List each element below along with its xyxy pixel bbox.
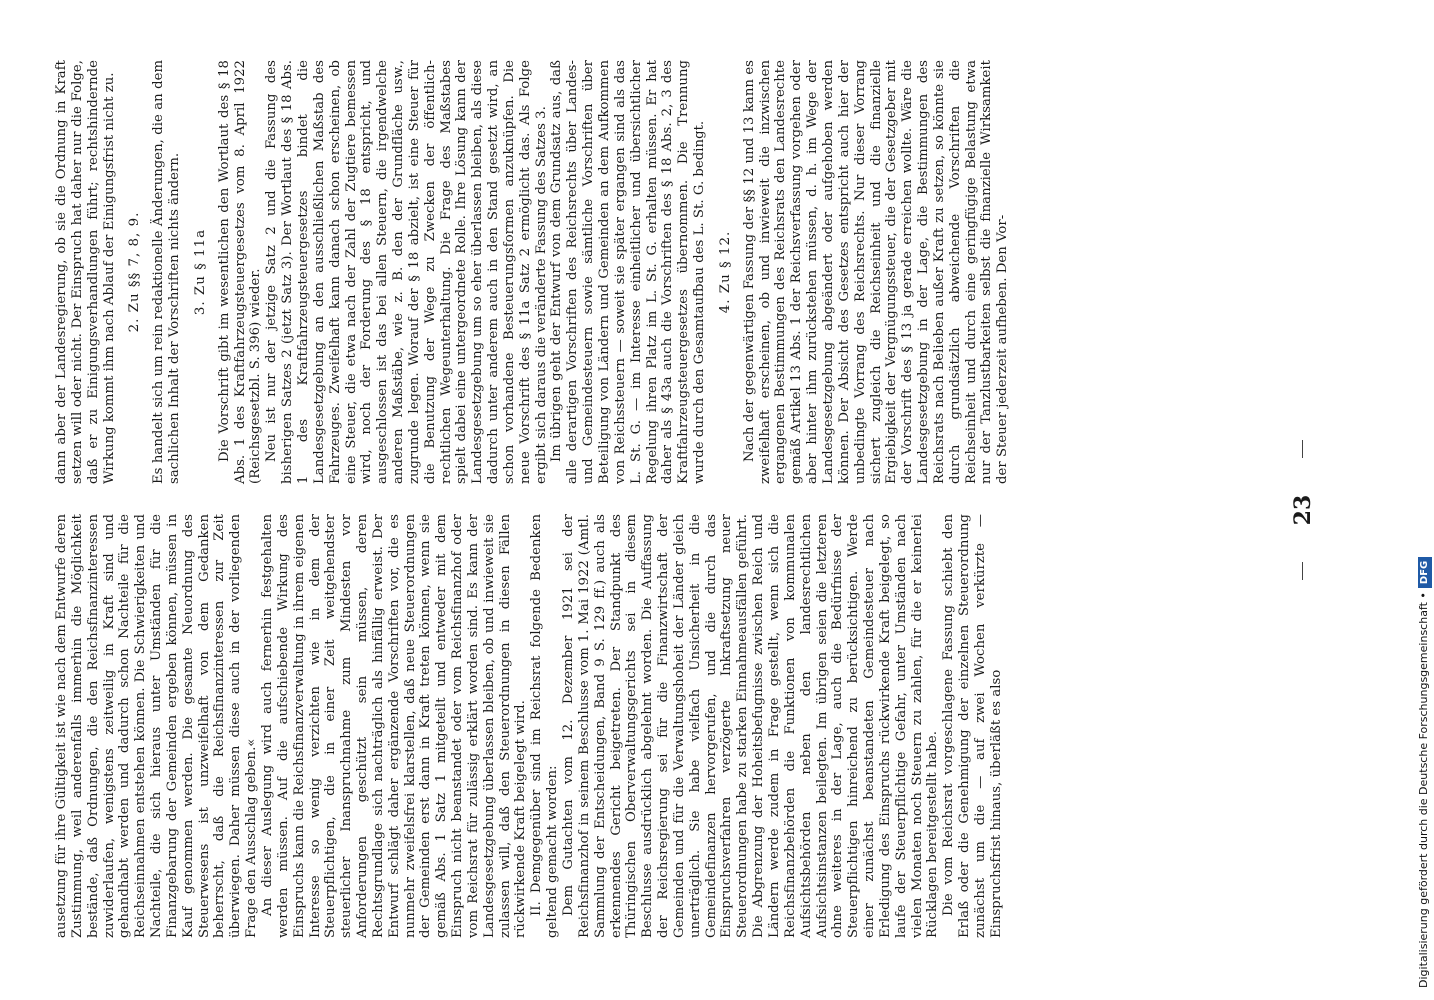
- section-heading: 3. Zu § 11a: [192, 228, 208, 316]
- page-header: [1290, 80, 1330, 940]
- paragraph: II. Demgegenüber sind im Reichsrat folgende Bedenken geltend gemacht worden:: [529, 514, 561, 938]
- paragraph: Es handelt sich um rein redaktionelle Änderungen, die an dem sachlichen Inhalt der Vorschriften nichts ändern.: [151, 60, 183, 484]
- paragraph: ausetzung für ihre Gültigkeit ist wie nach dem Entwurfe deren Zustimmung, weil anderenfalls immerhin die Möglichkeit bestände, daß Ordnungen, die den Reichsfinanzinteressen zuwiderlaufen, wenigstens zeitweilig in Kraft sind und gehandhabt werden und dadurch schon Nachteile für die Reichseinnahmen entstehen können. Die Schwierigkeiten und Nachteile, die sich hieraus unter Umständen für die Finanzgebarung der Gemeinden ergeben können, müssen in Kauf genommen werden. Die gesamte Neuordnung des Steuerwesens ist unzweifelhaft von dem Gedanken beherrscht, daß die Reichsfinanzinteressen zur Zeit überwiegen. Daher müssen diese auch in der vorliegenden Frage den Ausschlag geben.«: [54, 513, 260, 938]
- digitization-note-text: Digitalisierung gefördert durch die Deutsche Forschungsgemeinschaft •: [1417, 592, 1430, 988]
- paragraph: Dem Gutachten vom 12. Dezember 1921 sei der Reichsfinanzhof in seinem Beschlusse vom 1. Mai 1922 (Amtl. Sammlung der Entscheidungen, Band 9 S. 129 ff.) auch als erkennendes Gericht beigetreten. Der Standpunkt des Thüringischen Oberverwaltungsgerichts sei in diesem Beschlusse ausdrücklich abgelehnt worden. Die Auffassung der Reichsregierung sei für die Finanzwirtschaft der Gemeinden und für die Verwaltungshoheit der Länder gleich unerträglich. Sie habe vielfach Unsicherheit in die Gemeindefinanzen hervorgerufen, und die durch das Einspruchsverfahren verzögerte Inkraftsetzung neuer Steuerordnungen habe zu starken Einnahmeausfällen geführt. Die Abgrenzung der Hoheitsbefugnisse zwischen Reich und Ländern werde zudem in Frage gestellt, wenn sich die Reichsfinanzbehörden die Funktionen von kommunalen Aufsichtsbehörden neben den landesrechtlichen Aufsichtsinstanzen beilegten. Im übrigen seien die letzteren ohne weiteres in der Lage, auch die Bedürfnisse der Steuerpflichtigen hinreichend zu berücksichtigen. Werde einer zunächst beanstandeten Gemeindesteuer nach Erledigung des Einspruchs rückwirkende Kraft beigelegt, so laufe der Steuerpflichtige Gefahr, unter Umständen nach vielen Monaten noch Steuern zu zahlen, für die er keinerlei Rücklagen bereitgestellt habe.: [561, 514, 941, 938]
- right-text-column: [54, 60, 1011, 484]
- page-number: 23: [1290, 494, 1316, 526]
- paragraph: Nach der gegenwärtigen Fassung der §§ 12 und 13 kann es zweifelhaft erscheinen, ob und inwieweit die inzwischen ergangenen Bestimmungen des Reichsrats den Landesrechte gemäß Artikel 13 Abs. 1 der Reichsverfassung vorgehen oder aber hinter ihm zurückstehen müssen, d. h. im Wege der Landesgesetzgebung abgeändert oder aufgehoben werden können. Der Absicht des Gesetzes entspricht auch hier der unbedingte Vorrang des Reichsrechts. Nur dieser Vorrang sichert zugleich die Reichseinheit und die finanzielle Ergiebigkeit der Vergnügungssteuer, die der Gesetzgeber mit der Vorschrift des § 13 ja gerade erreichen wollte. Wäre die Landesgesetzgebung in der Lage, die Bestimmungen des Reichsrats nach Belieben außer Kraft zu setzen, so könnte sie durch grundsätzlich abweichende Vorschriften die Reichseinheit und durch eine geringfügige Belastung etwa nur der Tanzlustbarkeiten selbst die finanzielle Wirksamkeit der Steuer jederzeit aufheben. Den Vor-: [741, 60, 1011, 484]
- paragraph: Neu ist nur der jetzige Satz 2 und die Fassung des bisherigen Satzes 2 (jetzt Satz 3). Der Wortlaut des § 18 Abs. 1 des Kraftfahrzeugsteuergesetzes bindet die Landesgesetzgebung an den ausschließlichen Maßstab des Fahrzeuges. Zweifelhaft kann danach schon erscheinen, ob eine Steuer, die etwa nach der Zahl der Zugtiere bemessen wird, noch der Forderung des § 18 entspricht, und ausgeschlossen ist das bei allen Steuern, die irgendwelche anderen Maßstäbe, wie z. B. den der Grundfläche usw., zugrunde legen. Worauf der § 18 abzielt, ist eine Steuer für die Benutzung der Wege zu Zwecken der öffentlich-rechtlichen Wegeunterhaltung. Die Frage des Maßstabes spielt dabei eine untergeordnete Rolle. Ihre Lösung kann der Landesgesetzgebung um so eher überlassen bleiben, als diese dadurch unter anderem auch in den Stand gesetzt wird, an schon vorhandene Besteuerungsformen anzuknüpfen. Die neue Vorschrift des § 11a Satz 2 ermöglicht das. Als Folge ergibt sich daraus die veränderte Fassung des Satzes 3.: [264, 60, 549, 484]
- header-rule-right: [1302, 440, 1303, 458]
- digitization-sidebar: [1414, 0, 1434, 1000]
- paragraph: dann aber der Landesregierung, ob sie die Ordnung in Kraft setzen will oder nicht. Der Einspruch hat daher nur die Folge, daß er zu Einigungsverhandlungen führt; rechtshindernde Wirkung kommt ihm nach Ablauf der Einigungsfrist nicht zu.: [54, 60, 117, 484]
- dfg-logo: DFG: [1418, 557, 1432, 588]
- digitization-note: [1414, 0, 1434, 1000]
- paragraph: Die Vorschrift gibt im wesentlichen den Wortlaut des § 18 Abs. 1 des Kraftfahrzeugsteuergesetzes vom 8. April 1922 (Reichsgesetzbl. S. 396) wieder.: [216, 60, 264, 484]
- paragraph: Die vom Reichsrat vorgeschlagene Fassung schiebt den Erlaß oder die Genehmigung der einzelnen Steuerordnung zunächst um die — auf zwei Wochen verkürzte — Einspruchsfrist hinaus, überläßt es also: [941, 514, 1004, 938]
- section-heading: 2. Zu §§ 7, 8, 9.: [127, 211, 143, 333]
- paragraph: Im übrigen geht der Entwurf von dem Grundsatz aus, daß alle derartigen Vorschriften des Reichsrechts über Landes- und Gemeindesteuern sowie sämtliche Vorschriften über Beteiligung von Ländern und Gemeinden an dem Aufkommen von Reichssteuern — soweit sie später ergangen sind als das L. St. G. — im Interesse einheitlicher und übersichtlicher Regelung ihren Platz im L. St. G. erhalten müssen. Er hat daher als § 43a auch die Vorschriften des § 18 Abs. 2, 3 des Kraftfahrzeugsteuergesetzes übernommen. Die Trennung wurde durch den Gesamtaufbau des L. St. G. bedingt.: [549, 60, 708, 484]
- paragraph: An dieser Auslegung wird auch fernerhin festgehalten werden müssen. Auf die aufschiebende Wirkung des Einspruchs kann die Reichsfinanzverwaltung in ihrem eigenen Interesse so wenig verzichten wie in dem der Steuerpflichtigen, die in einer Zeit weitgehendster steuerlicher Inanspruchnahme zum Mindesten vor Anforderungen geschützt sein müssen, deren Rechtsgrundlage sich nachträglich als hinfällig erweist. Der Entwurf schlägt daher ergänzende Vorschriften vor, die es nunmehr zweifelsfrei klarstellen, daß neue Steuerordnungen der Gemeinden erst dann in Kraft treten können, wenn sie gemäß Abs. 1 Satz 1 mitgeteilt und entweder mit dem Einspruch nicht beanstandet oder vom Reichsfinanzhof oder vom Reichsrat für zulässig erklärt worden sind. Es kann der Landesgesetzgebung überlassen bleiben, ob und inwieweit sie zulassen will, daß den Steuerordnungen in diesen Fällen rückwirkende Kraft beigelegt wird.: [259, 514, 529, 938]
- section-heading: 4. Zu § 12.: [717, 230, 733, 314]
- left-text-column: [54, 514, 1005, 938]
